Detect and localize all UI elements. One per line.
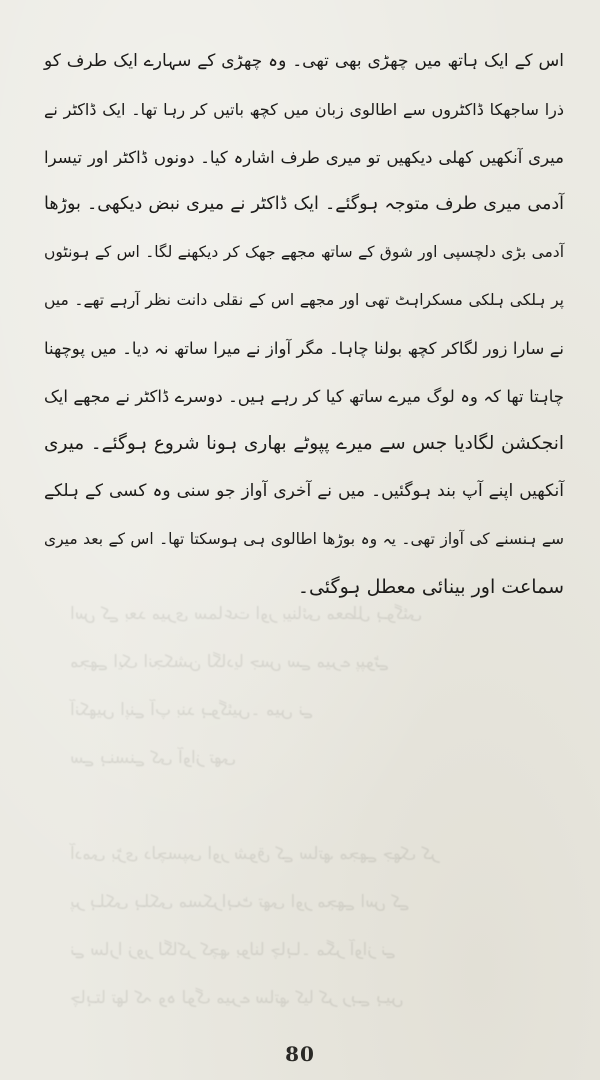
text-line: آدمی بڑی دلچسپی اور شوق کے ساتھ مجھے جھک کر دیکھنے لگا۔ اس کے ہونٹوں [44,243,564,262]
text-line: میری آنکھیں کھلی دیکھیں تو میری طرف اشارہ کیا۔ دونوں ڈاکٹر اور تیسرا [44,147,564,167]
text-line: اس کے ایک ہاتھ میں چھڑی بھی تھی۔ وہ چھڑی کے سہارے ایک طرف کو [44,51,564,71]
page-number: 80 [285,1042,315,1066]
text-line: آنکھیں اپنے آپ بند ہوگئیں۔ میں نے آخری آواز جو سنی وہ کسی کے ہلکے [44,481,564,502]
text-line: آدمی میری طرف متوجہ ہوگئے۔ ایک ڈاکٹر نے میری نبض دیکھی۔ بوڑھا [44,194,564,215]
body-text [44,38,564,612]
show-through-text: اس کے بعد میری سماعت اور بینائی معطل ہوگئی مجھے ایک انجکشن لگادیا جس سے میرے پپوٹے آنکھیں اپنے آپ بند ہوگئیں۔ میں نے سے ہنسنے کی آواز تھی آدمی بڑی دلچسپی اور شوق کے ساتھ مجھے جھک کر پر ہلکی ہلکی مسکراہٹ تھی اور مجھے اس کے نے سارا زور لگاکر کچھ بولنا چاہا۔ مگر آواز نے چاہتا تھا کہ وہ لوگ میرے ساتھ کیا کر رہے ہیں [70,604,440,1008]
text-line: انجکشن لگادیا جس سے میرے پپوٹے بھاری ہونا شروع ہوگئے۔ میری [44,433,564,455]
text-line: چاہتا تھا کہ وہ لوگ میرے ساتھ کیا کر رہے ہیں۔ دوسرے ڈاکٹر نے مجھے ایک [44,386,564,406]
text-line: پر ہلکی ہلکی مسکراہٹ تھی اور مجھے اس کے نقلی دانت نظر آرہے تھے۔ میں [44,290,564,309]
text-line: سے ہنسنے کی آواز تھی۔ یہ وہ بوڑھا اطالوی ہی ہوسکتا تھا۔ اس کے بعد میری [44,529,564,548]
text-line: نے سارا زور لگاکر کچھ بولنا چاہا۔ مگر آواز نے میرا ساتھ نہ دیا۔ میں پوچھنا [44,338,564,358]
text-line: سماعت اور بینائی معطل ہوگئی۔ [297,575,564,598]
text-line: ذرا ساجھکا ڈاکٹروں سے اطالوی زبان میں کچھ باتیں کر رہا تھا۔ ایک ڈاکٹر نے [44,99,564,119]
